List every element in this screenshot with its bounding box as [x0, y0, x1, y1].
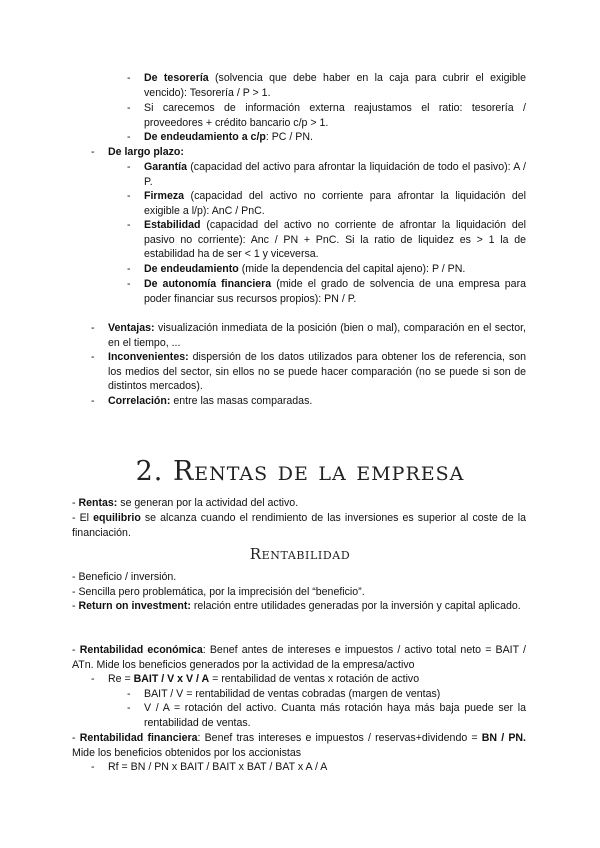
term: De tesorería — [144, 72, 209, 84]
prefix: - — [72, 732, 80, 744]
definition: entre las masas comparadas. — [170, 395, 313, 407]
definition: se alcanza cuando el rendimiento de las inversiones es superior al coste de la financiación. — [72, 512, 526, 539]
paragraph-beneficio: - Beneficio / inversión. — [72, 571, 177, 583]
list-bullet: - — [91, 322, 95, 334]
list-item-endeudamiento — [144, 262, 526, 277]
list-bullet: - — [127, 263, 131, 275]
prefix: - El — [72, 512, 94, 524]
paragraph-rentabilidad-economica — [72, 643, 526, 672]
definition: (mide la dependencia del capital ajeno): P / PN. — [238, 263, 466, 275]
list-bullet: - — [127, 688, 131, 700]
definition: (capacidad del activo no corriente para afrontar la liquidación del exigible a l/p): AnC / PnC. — [144, 190, 526, 217]
subsection-title: Rentabilidad — [249, 545, 351, 563]
definition: (mide el grado de solvencia de una empresa para poder financiar sus recursos propios): PN / P. — [144, 278, 526, 305]
term: equilibrio — [93, 512, 141, 524]
list-bullet: - — [91, 395, 95, 407]
paragraph-roi — [72, 599, 526, 614]
term: Garantía — [144, 161, 187, 173]
definition: Si carecemos de información externa reajustamos el ratio: tesorería / proveedores + crédito bancario c/p > 1. — [144, 102, 526, 129]
list-item-endeudamiento-cp — [144, 130, 526, 145]
list-bullet: - — [91, 761, 95, 773]
list-bullet: - — [127, 219, 131, 231]
list-item-largo-plazo — [108, 145, 526, 160]
paragraph-rentas — [72, 496, 526, 511]
paragraph-rentabilidad-financiera — [72, 731, 526, 760]
term: Rentabilidad económica — [79, 644, 203, 656]
list-bullet: - — [127, 102, 131, 114]
term: De endeudamiento — [144, 263, 239, 275]
paragraph-equilibrio — [72, 511, 526, 540]
list-bullet: - — [127, 190, 131, 202]
list-bullet: - — [127, 278, 131, 290]
definition: se generan por la actividad del activo. — [117, 497, 299, 509]
term: BAIT / V x V / A — [133, 673, 210, 685]
list-item-estabilidad — [144, 218, 526, 262]
list-item-correlacion — [108, 394, 526, 409]
term: Correlación: — [108, 395, 171, 407]
list-bullet: - — [91, 673, 95, 685]
definition: (capacidad del activo no corriente de afrontar la liquidación del pasivo no corriente): Anc / PN + PnC. Si la ratio de liquidez es > 1 la de estabilidad ha de ser < 1 y viceversa. — [144, 219, 526, 261]
definition: (solvencia que debe haber en la caja para cubrir el exigible vencido): Tesorería / P > 1. — [144, 72, 527, 99]
list-bullet: - — [127, 702, 131, 714]
definition: visualización inmediata de la posición (bien o mal), comparación en el sector, en el tiempo, ... — [108, 322, 526, 349]
list-bullet: - — [127, 161, 131, 173]
list-bullet: - — [127, 72, 131, 84]
list-bullet: - — [127, 131, 131, 143]
prefix: - — [72, 497, 79, 509]
prefix: - — [72, 644, 80, 656]
formula-rf: Rf = BN / PN x BAIT / BAIT x BAT / BAT x A / A — [108, 761, 328, 773]
list-item-autonomia — [144, 277, 526, 306]
definition: = rentabilidad de ventas x rotación de activo — [209, 673, 420, 685]
list-item-garantia — [144, 160, 526, 189]
section-title: 2. Rentas de la empresa — [135, 456, 465, 487]
term: De largo plazo: — [108, 146, 184, 158]
list-item-ventajas — [108, 321, 526, 350]
paragraph-sencilla: - Sencilla pero problemática, por la imprecisión del “beneficio”. — [72, 586, 365, 598]
term: Estabilidad — [144, 219, 201, 231]
definition: : PC / PN. — [265, 131, 313, 143]
list-item-firmeza — [144, 189, 526, 218]
prefix: Re = — [108, 673, 134, 685]
definition: : Benef tras intereses e impuestos / reservas+dividendo = — [197, 732, 482, 744]
list-item-carecemos — [144, 101, 526, 130]
list-bullet: - — [91, 146, 95, 158]
term: Rentabilidad financiera — [79, 732, 198, 744]
term: Ventajas: — [108, 322, 155, 334]
term: Rentas: — [78, 497, 118, 509]
list-item-tesoreria — [144, 71, 526, 100]
term: Inconvenientes: — [108, 351, 189, 363]
definition: : Benef antes de intereses e impuestos / activo total neto = BAIT / ATn. Mide los beneficios generados por la actividad de la empresa/activo — [72, 644, 526, 671]
definition: dispersión de los datos utilizados para obtener los de referencia, son los medios del sector, sin ellos no se puede hacer comparación (no se puede si son de distintos mercados). — [108, 351, 526, 393]
definition: (capacidad del activo para afrontar la liquidación de todo el pasivo): A / P. — [144, 161, 526, 188]
definition: Mide los beneficios obtenidos por los accionistas — [72, 746, 302, 759]
list-item-inconvenientes — [108, 350, 526, 394]
prefix: - — [72, 600, 79, 612]
formula-v-a: V / A = rotación del activo. Cuanta más rotación haya más baja puede ser la rentabilidad de ventas. — [144, 702, 526, 729]
formula-re — [108, 672, 526, 687]
term: De endeudamiento a c/p — [144, 131, 266, 143]
formula-bait-v: BAIT / V = rentabilidad de ventas cobradas (margen de ventas) — [144, 688, 441, 700]
definition: relación entre utilidades generadas por la inversión y capital aplicado. — [190, 600, 521, 612]
term: Firmeza — [144, 190, 185, 202]
term: De autonomía financiera — [144, 278, 272, 290]
list-bullet: - — [91, 351, 95, 363]
term: BN / PN. — [481, 732, 527, 744]
term: Return on investment: — [78, 600, 191, 612]
